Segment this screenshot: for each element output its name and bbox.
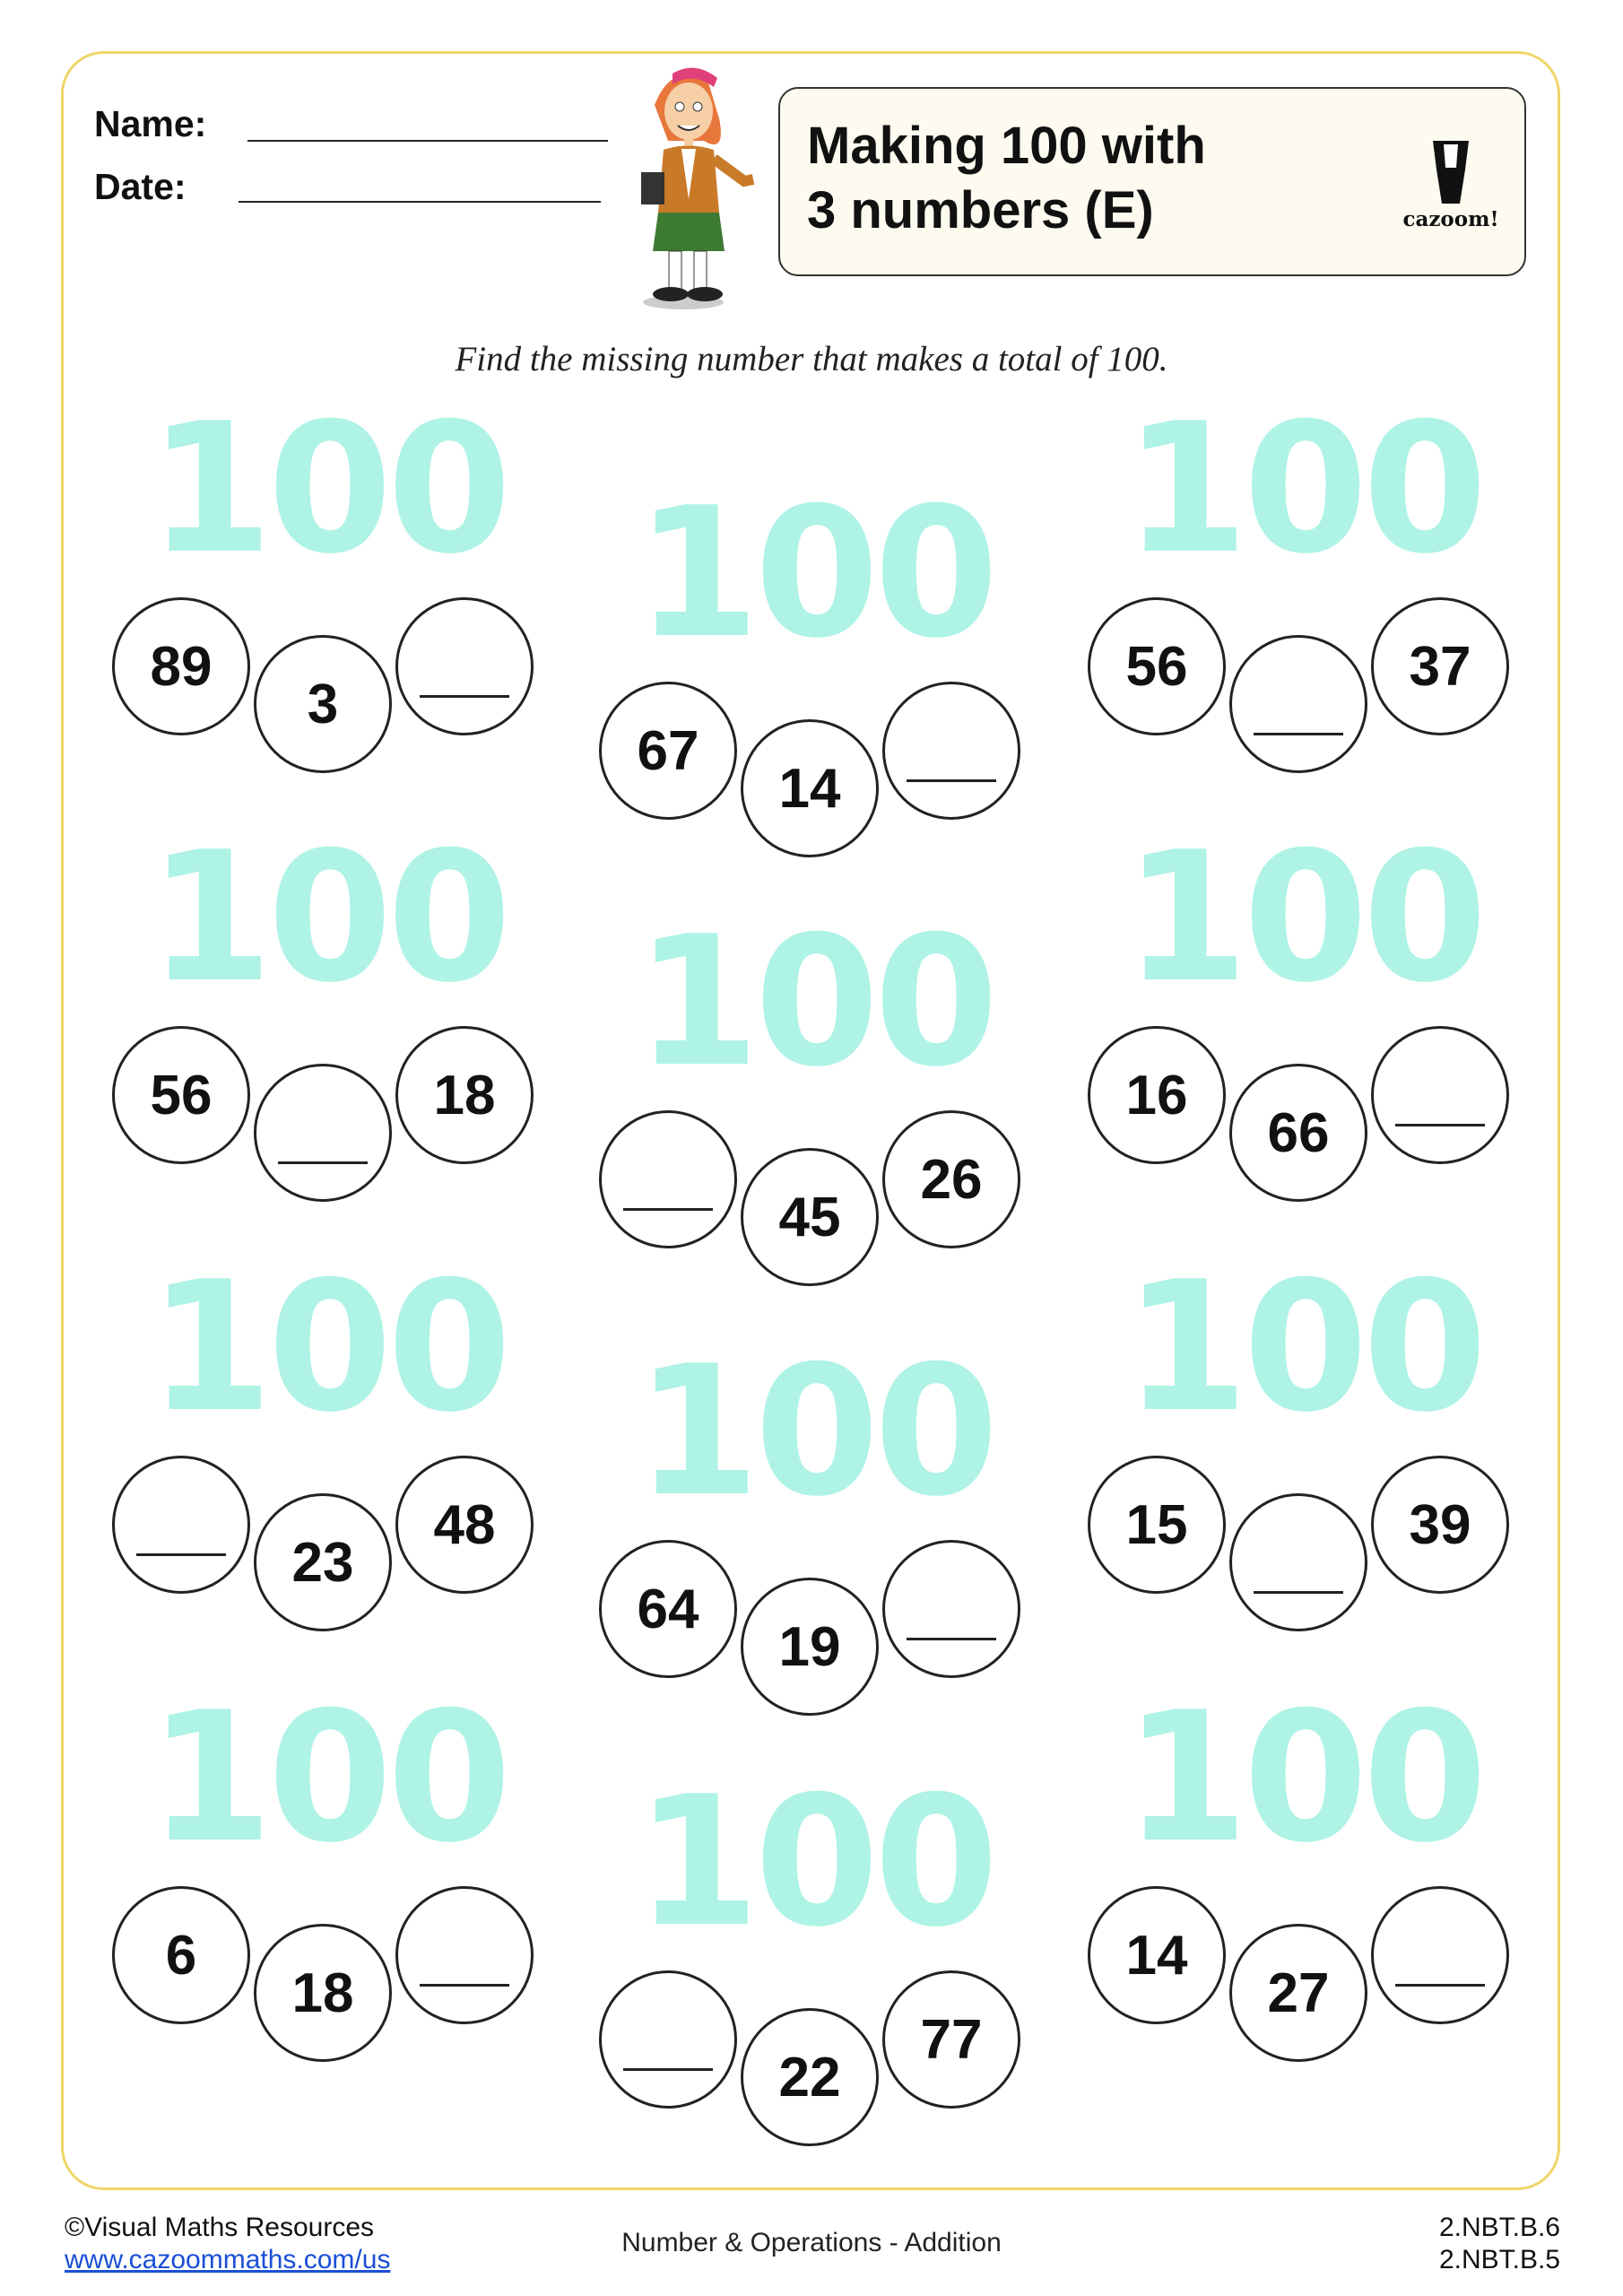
number-value: 26 (920, 1148, 983, 1211)
number-value: 27 (1267, 1961, 1330, 2024)
website-link[interactable]: www.cazoommaths.com/us (65, 2245, 391, 2274)
number-circle (395, 1026, 534, 1164)
number-circle (254, 1924, 392, 2062)
answer-blank[interactable] (1254, 733, 1343, 735)
problem-6 (1088, 813, 1518, 1180)
number-circle (882, 1110, 1020, 1248)
problem-4 (112, 813, 542, 1180)
number-value: 39 (1409, 1493, 1471, 1556)
number-value: 45 (778, 1186, 841, 1248)
answer-blank[interactable] (278, 1161, 368, 1164)
target-total: 100 (1124, 385, 1482, 594)
number-circle (599, 1540, 737, 1678)
number-circle (395, 1456, 534, 1594)
target-total: 100 (148, 1674, 507, 1883)
number-value: 37 (1409, 635, 1471, 698)
title-line-1: Making 100 with (807, 117, 1206, 175)
number-value: 56 (150, 1064, 213, 1126)
number-value: 16 (1125, 1064, 1188, 1126)
number-value: 15 (1125, 1493, 1188, 1556)
standard-1: 2.NBT.B.6 (1438, 2213, 1560, 2242)
problem-3 (1088, 385, 1518, 752)
answer-circle[interactable] (882, 682, 1020, 820)
number-value: 64 (637, 1578, 699, 1640)
number-circle (1088, 1886, 1226, 2024)
number-circle (882, 1970, 1020, 2109)
target-total: 100 (1124, 1674, 1482, 1883)
problem-12 (1088, 1674, 1518, 2040)
date-line[interactable] (239, 201, 601, 203)
number-value: 3 (307, 673, 339, 735)
target-total: 100 (635, 469, 994, 678)
answer-blank[interactable] (623, 2068, 713, 2071)
answer-circle[interactable] (112, 1456, 250, 1594)
problem-2 (599, 469, 1029, 836)
answer-circle[interactable] (882, 1540, 1020, 1678)
answer-circle[interactable] (1229, 1493, 1367, 1631)
target-total: 100 (148, 813, 507, 1022)
answer-blank[interactable] (1254, 1591, 1343, 1594)
number-circle (741, 1578, 879, 1716)
number-value: 89 (150, 635, 213, 698)
number-circle (741, 1148, 879, 1286)
number-circle (1088, 1026, 1226, 1164)
answer-blank[interactable] (907, 779, 996, 782)
answer-circle[interactable] (599, 1970, 737, 2109)
number-value: 66 (1267, 1101, 1330, 1164)
target-total: 100 (635, 898, 994, 1107)
answer-blank[interactable] (420, 695, 509, 698)
number-circle (254, 1493, 392, 1631)
number-value: 56 (1125, 635, 1188, 698)
target-total: 100 (635, 1758, 994, 1967)
answer-blank[interactable] (907, 1638, 996, 1640)
answer-circle[interactable] (395, 597, 534, 735)
topic-text: Number & Operations - Addition (621, 2228, 1002, 2257)
number-value: 18 (291, 1961, 354, 2024)
logo-text: cazoom! (1402, 207, 1499, 231)
cazoom-logo-mark (1397, 134, 1505, 205)
problem-7 (112, 1243, 542, 1610)
number-circle (741, 719, 879, 857)
target-total: 100 (635, 1327, 994, 1536)
number-value: 19 (778, 1615, 841, 1678)
instruction-text: Find the missing number that makes a total of 100. (455, 340, 1168, 378)
number-value: 14 (778, 757, 841, 820)
number-value: 48 (433, 1493, 496, 1556)
answer-circle[interactable] (254, 1064, 392, 1202)
copyright-text: ©Visual Maths Resources (65, 2213, 375, 2242)
title-line-2: 3 numbers (E) (807, 181, 1154, 239)
number-circle (254, 635, 392, 773)
date-label: Date: (94, 166, 187, 207)
answer-blank[interactable] (136, 1553, 226, 1556)
number-circle (1229, 1064, 1367, 1202)
number-value: 6 (165, 1924, 197, 1987)
number-value: 22 (778, 2046, 841, 2109)
answer-circle[interactable] (395, 1886, 534, 2024)
number-value: 77 (920, 2008, 983, 2071)
number-circle (1371, 1456, 1509, 1594)
name-line[interactable] (247, 140, 608, 142)
number-circle (112, 597, 250, 735)
number-circle (1088, 1456, 1226, 1594)
answer-blank[interactable] (420, 1984, 509, 1987)
answer-circle[interactable] (1371, 1026, 1509, 1164)
target-total: 100 (1124, 813, 1482, 1022)
answer-blank[interactable] (1395, 1124, 1485, 1126)
problem-10 (112, 1674, 542, 2040)
answer-blank[interactable] (1395, 1984, 1485, 1987)
name-label: Name: (94, 103, 207, 144)
target-total: 100 (1124, 1243, 1482, 1452)
problem-1 (112, 385, 542, 752)
title-box (778, 87, 1526, 276)
answer-circle[interactable] (599, 1110, 737, 1248)
number-circle (112, 1026, 250, 1164)
number-circle (1371, 597, 1509, 735)
target-total: 100 (148, 385, 507, 594)
number-value: 67 (637, 719, 699, 782)
problem-11 (599, 1758, 1029, 2125)
number-value: 23 (291, 1531, 354, 1594)
number-circle (1088, 597, 1226, 735)
answer-circle[interactable] (1229, 635, 1367, 773)
problem-5 (599, 898, 1029, 1265)
girl-mascot-icon (619, 56, 762, 316)
number-value: 14 (1125, 1924, 1188, 1987)
answer-circle[interactable] (1371, 1886, 1509, 2024)
number-value: 18 (433, 1064, 496, 1126)
answer-blank[interactable] (623, 1208, 713, 1211)
footer-right (1439, 2212, 1560, 2276)
standard-2: 2.NBT.B.5 (1438, 2245, 1560, 2274)
problem-9 (1088, 1243, 1518, 1610)
number-circle (1229, 1924, 1367, 2062)
number-circle (599, 682, 737, 820)
problem-8 (599, 1327, 1029, 1694)
number-circle (741, 2008, 879, 2146)
target-total: 100 (148, 1243, 507, 1452)
number-circle (112, 1886, 250, 2024)
cazoom-logo-icon (1397, 134, 1505, 232)
